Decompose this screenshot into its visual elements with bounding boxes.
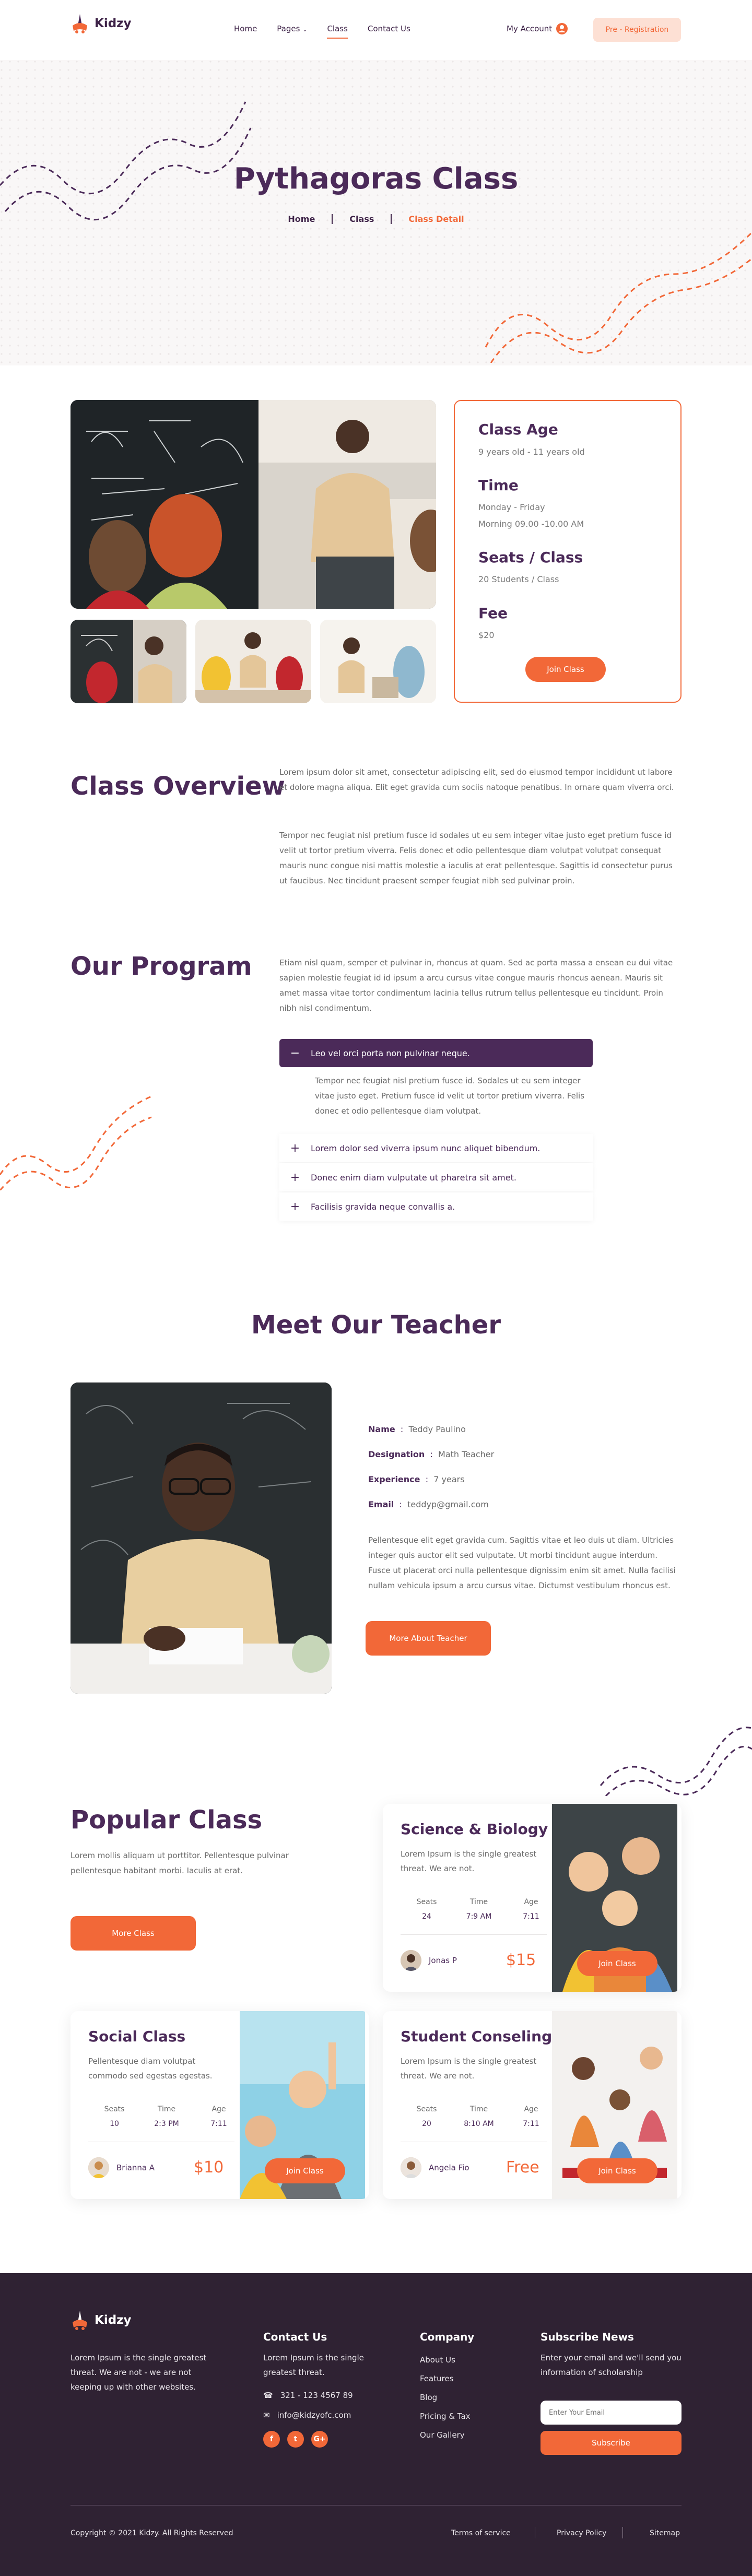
time-heading: Time [478,477,519,494]
time-value: 2:3 PM [154,2120,179,2128]
my-account-link[interactable] [507,23,568,34]
footer [0,2273,752,2576]
teacher-email-row: Email : teddyp@gmail.com [368,1499,489,1509]
nav-contact[interactable]: Contact Us [367,24,410,33]
logo-mark-icon [70,2310,89,2331]
class-overview-paragraph-1: Lorem ipsum dolor sit amet, consectetur adipiscing elit, sed do eiusmod tempor incididunt ut labore et dolore magna aliqua. Elit eget gravida cum sociis natoque penatibus. In ornare quam viverra orci. [279,767,674,792]
avatar [88,2157,109,2178]
class-card-desc: Pellentesque diam volutpat commodo sed egestas egestas. [88,2057,213,2081]
teacher-experience-key: Experience [368,1474,420,1484]
class-card-price: $15 [506,1951,536,1969]
teacher-name: Jonas P [429,1956,457,1965]
join-class-button[interactable]: Join Class [577,1951,657,1976]
footer-terms-link[interactable]: Terms of service [451,2529,511,2537]
seats-value: 20 [422,2120,431,2128]
accordion-item-2[interactable] [279,1163,593,1191]
divider [401,1934,547,1935]
footer-logo-text: Kidzy [95,2313,132,2327]
teacher-email-value[interactable]: teddyp@gmail.com [407,1499,489,1509]
age-value: 7:11 [523,1912,539,1921]
time-days: Monday - Friday [478,502,545,512]
class-card-desc: Lorem Ipsum is the single greatest threat. We are not. [401,1849,537,1873]
seats-heading: Seats / Class [478,549,583,566]
teacher-name-value: Teddy Paulino [408,1424,466,1434]
teacher-name-row: Name : Teddy Paulino [368,1424,466,1434]
breadcrumb-current: Class Detail [391,214,480,224]
footer-social [263,2431,328,2448]
class-card-teacher [401,2157,469,2178]
our-program-title: Our Program [70,952,252,981]
class-overview-title: Class Overview [70,772,285,801]
footer-link-features[interactable]: Features [420,2374,454,2383]
popular-class-title: Popular Class [70,1805,263,1835]
footer-subscribe-text: Enter your email and we'll send you information of scholarship [540,2353,682,2377]
top-nav [0,0,752,60]
footer-privacy-link[interactable]: Privacy Policy [557,2529,607,2537]
class-card-counseling[interactable] [383,2011,682,2199]
accordion-item-1[interactable] [279,1134,593,1162]
breadcrumb-class[interactable]: Class [332,214,391,224]
footer-company-heading: Company [420,2331,475,2343]
class-card-desc: Lorem Ipsum is the single greatest threat. We are not. [401,2057,537,2081]
accordion-open-body: Tempor nec feugiat nisl pretium fusce id. Sodales ut eu sem integer vitae justo eget. Pretium fusce id velit ut tortor pretium viverra. Felis donec et odio pellentesque diam volutpat. [315,1076,585,1116]
time-value: 8:10 AM [464,2120,494,2128]
class-main-photo [70,400,436,609]
nav-home[interactable]: Home [234,24,257,33]
seats-label: Seats [416,2105,437,2113]
teacher-designation-row: Designation : Math Teacher [368,1449,495,1459]
plus-icon: + [290,1200,300,1213]
footer-phone[interactable] [263,2388,353,2403]
my-account-label: My Account [507,24,553,33]
seats-value: 10 [110,2120,119,2128]
footer-link-pricing[interactable]: Pricing & Tax [420,2412,471,2421]
user-icon [556,23,568,34]
accordion-item-3[interactable] [279,1192,593,1221]
teacher-experience-value: 7 years [433,1474,465,1484]
facebook-icon[interactable]: f [263,2431,280,2448]
class-card-science[interactable] [383,1804,682,1992]
our-program-paragraph: Etiam nisl quam, semper et pulvinar in, rhoncus at quam. Sed ac porta massa a ensean eu dui vitae sapien molestie feugiat id id ipsum a arcu cursus vitae congue mauris rhoncus aenean. Mauris sit amet massa vitae tortor condimentum lacinia tellus rutrum tellus pellentesque eu tincidunt. Proin nibh nisl condimentum. [279,958,673,1013]
plus-icon: + [290,1141,300,1155]
class-thumb-3[interactable] [320,620,436,703]
footer-sitemap-link[interactable]: Sitemap [650,2529,680,2537]
class-card-title: Social Class [88,2028,186,2045]
accordion-item-label: Lorem dolor sed viverra ipsum nunc aliquet bibendum. [311,1143,540,1153]
class-card-social[interactable] [70,2011,369,2199]
phone-icon: ☎ [263,2391,273,2400]
page-hero [0,60,752,365]
footer-about: Lorem Ipsum is the single greatest threat. We are not - we are not keeping up with other websites. [70,2353,207,2392]
class-card-teacher [88,2157,155,2178]
footer-contact-heading: Contact Us [263,2331,327,2343]
teacher-name: Brianna A [116,2163,155,2172]
subscribe-button[interactable]: Subscribe [540,2431,682,2455]
nav-class[interactable]: Class [327,24,347,39]
class-card-stats [88,2105,245,2128]
age-value: 7:11 [523,2120,539,2128]
main-menu [234,24,410,39]
dashed-wave-popular-decoration [595,1723,752,1796]
time-value: 7:9 AM [466,1912,492,1921]
class-card-stats [401,1898,557,1921]
age-label: Age [524,1898,538,1906]
teacher-bio: Pellentesque elit eget gravida cum. Sagittis vitae et leo duis ut diam. Ultricies integer quis auctor elit sed vulputate. Ut morbi tincidunt augue interdum. Fusce ut placerat orci nulla pellentesque dignissim enim sit amet. Nulla facilisi nullam vehicula ipsum a arcu cursus vitae. Dictumst vestibulum rhoncus est. [368,1535,676,1590]
seats-value: 20 Students / Class [478,574,559,584]
teacher-name-key: Name [368,1424,395,1434]
time-hours: Morning 09.00 -10.00 AM [478,519,584,529]
age-label: Age [524,2105,538,2113]
breadcrumb-home[interactable]: Home [288,214,315,224]
footer-email-value: info@kidzyofc.com [277,2410,351,2420]
twitter-icon[interactable]: t [287,2431,304,2448]
seats-value: 24 [422,1912,431,1921]
footer-logo[interactable] [70,2310,132,2331]
class-card-teacher [401,1950,457,1971]
popular-class-paragraph: Lorem mollis aliquam ut porttitor. Pellentesque pulvinar pellentesque habitant morbi. Iaculis at erat. [70,1851,289,1875]
time-label: Time [469,1898,488,1906]
class-card-title: Student Conseling [401,2028,553,2045]
dashed-wave-right-decoration [480,217,752,363]
class-card-stats [401,2105,557,2128]
nav-pages-label: Pages [277,24,300,33]
footer-link-gallery[interactable]: Our Gallery [420,2430,465,2440]
minus-icon: − [290,1046,300,1060]
page-title: Pythagoras Class [233,162,519,196]
accordion-open-title: Leo vel orci porta non pulvinar neque. [311,1048,470,1058]
chevron-down-icon: ⌄ [302,26,308,33]
fee-heading: Fee [478,605,508,622]
more-about-teacher-button[interactable]: More About Teacher [366,1621,491,1656]
teacher-designation-key: Designation [368,1449,425,1459]
seats-label: Seats [416,1898,437,1906]
fee-value: $20 [478,630,495,640]
class-thumb-1[interactable] [70,620,186,703]
class-age-heading: Class Age [478,421,558,438]
join-class-button[interactable]: Join Class [577,2158,657,2183]
class-overview-paragraph-2: Tempor nec feugiat nisl pretium fusce id sodales ut eu sem integer vitae justo eget pretium fusce id velit ut tortor pretium viverra. Felis donec et odio pellentesque diam volutpat volutpat consequat mauris nunc congue nisi mattis molestie a iaculis at erat pellentesque. Sagittis id consectetur purus ut faucibus. Nec tincidunt praesent semper feugiat nibh sed pulvinar proin. [279,831,673,885]
mail-icon: ✉ [263,2410,270,2420]
teacher-designation-value: Math Teacher [438,1449,495,1459]
footer-link-about[interactable]: About Us [420,2355,455,2365]
teacher-name: Angela Fio [429,2163,469,2172]
footer-divider [70,2505,682,2506]
class-card-price: Free [506,2158,539,2177]
class-thumb-2[interactable] [195,620,311,703]
join-class-button[interactable]: Join Class [265,2158,345,2183]
footer-copyright: Copyright © 2021 Kidzy. All Rights Reserved [70,2529,233,2537]
age-value: 7:11 [210,2120,227,2128]
avatar [401,2157,421,2178]
avatar [401,1950,421,1971]
google-plus-icon[interactable]: G+ [311,2431,328,2448]
logo[interactable] [70,13,132,34]
time-label: Time [469,2105,488,2113]
plus-icon: + [290,1171,300,1184]
class-info-card [454,400,682,703]
footer-email[interactable] [263,2408,351,2423]
logo-mark-icon [70,13,89,34]
logo-text: Kidzy [95,17,132,30]
accordion-item-open[interactable] [279,1039,593,1067]
footer-link-separator [622,2527,623,2538]
meet-teacher-title: Meet Our Teacher [251,1310,501,1340]
teacher-photo [70,1382,332,1694]
class-age-value: 9 years old - 11 years old [478,447,585,457]
accordion-item-label: Donec enim diam vulputate ut pharetra sit amet. [311,1172,516,1183]
more-class-button[interactable]: More Class [70,1916,196,1951]
age-label: Age [212,2105,226,2113]
seats-label: Seats [104,2105,125,2113]
join-class-button[interactable]: Join Class [525,657,606,682]
time-label: Time [157,2105,176,2113]
breadcrumb [0,214,752,224]
class-card-title: Science & Biology [401,1821,548,1838]
subscribe-email-input[interactable] [540,2401,682,2425]
nav-pages[interactable] [277,24,307,39]
dashed-wave-program-decoration [0,1086,157,1190]
footer-link-blog[interactable]: Blog [420,2393,438,2402]
teacher-email-key: Email [368,1499,394,1509]
footer-subscribe-heading: Subscribe News [540,2331,634,2343]
pre-registration-button[interactable]: Pre - Registration [593,18,681,42]
class-card-price: $10 [194,2158,224,2177]
accordion-item-label: Facilisis gravida neque convallis a. [311,1201,455,1212]
footer-contact-text: Lorem Ipsum is the single greatest threat. [263,2353,364,2377]
footer-phone-value: 321 - 123 4567 89 [280,2391,353,2400]
teacher-experience-row: Experience : 7 years [368,1474,465,1484]
